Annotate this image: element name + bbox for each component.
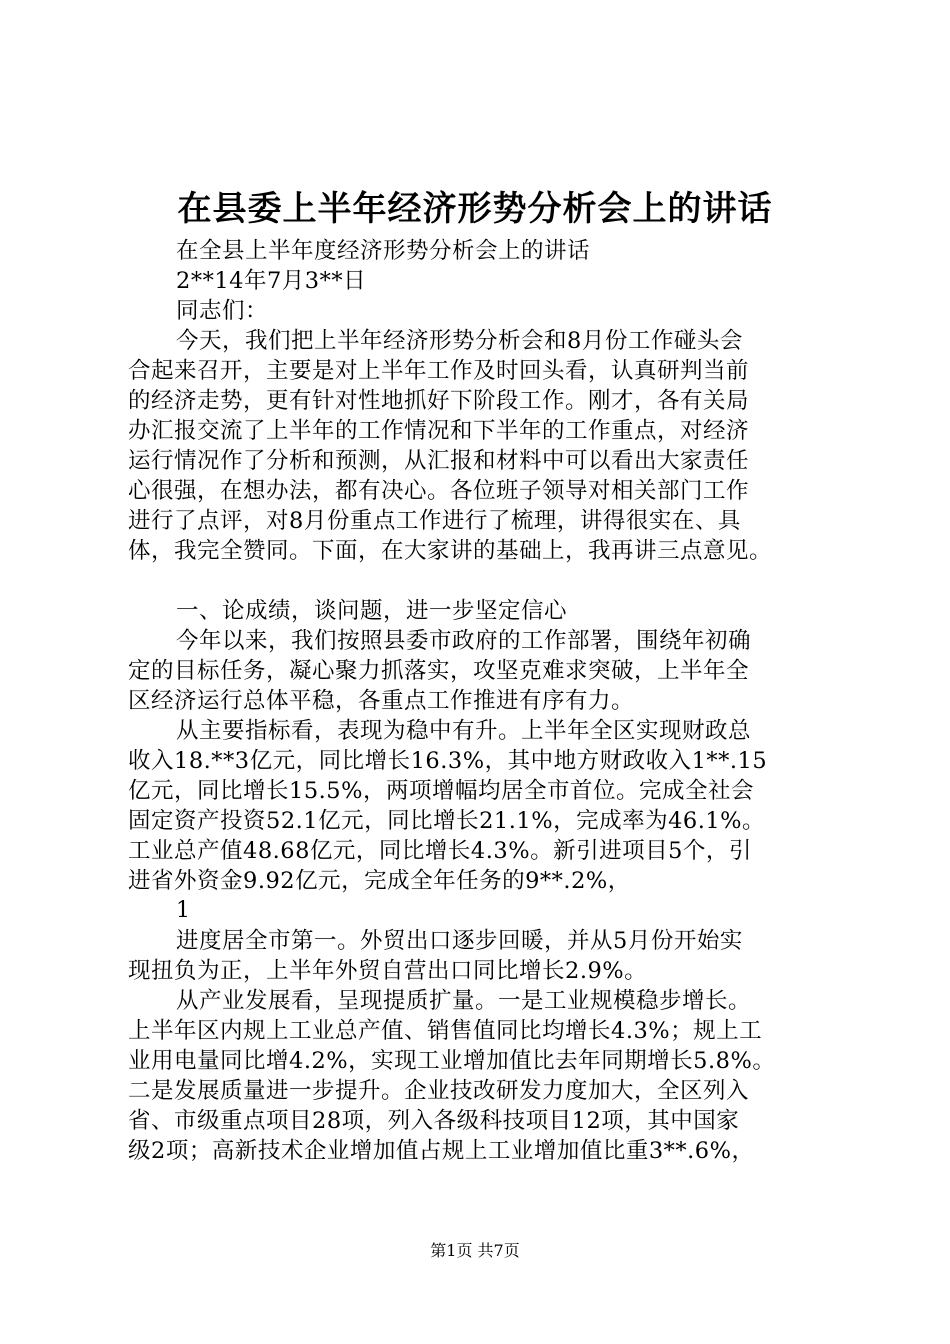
paragraph-line: 业用电量同比增4.2%，实现工业增加值比去年同期增长5.8%。 xyxy=(128,1048,776,1074)
document-title: 在县委上半年经济形势分析会上的讲话 xyxy=(177,189,773,229)
paragraph-line: 进行了点评，对8月份重点工作进行了梳理，讲得很实在、具 xyxy=(128,508,741,534)
paragraph-line: 上半年区内规上工业总产值、销售值同比均增长4.3%；规上工 xyxy=(128,1018,763,1044)
paragraph-line: 的经济走势，更有针对性地抓好下阶段工作。刚才，各有关局 xyxy=(128,388,750,414)
paragraph-line: 级2项；高新技术企业增加值占规上工业增加值比重3**.6%， xyxy=(128,1138,755,1164)
paragraph-line: 运行情况作了分析和预测，从汇报和材料中可以看出大家责任 xyxy=(128,448,750,474)
paragraph-line: 区经济运行总体平稳，各重点工作推进有序有力。 xyxy=(128,688,635,714)
paragraph-line: 省、市级重点项目28项，列入各级科技项目12项，其中国家 xyxy=(128,1108,740,1134)
document-body xyxy=(128,236,828,1166)
paragraph-line: 二是发展质量进一步提升。企业技改研发力度加大，全区列入 xyxy=(128,1078,750,1104)
paragraph-2 xyxy=(128,626,828,716)
paragraph-line: 固定资产投资52.1亿元，同比增长21.1%，完成率为46.1%。 xyxy=(128,808,766,834)
paragraph-line: 亿元，同比增长15.5%，两项增幅均居全市首位。完成全社会 xyxy=(128,778,754,804)
paragraph-4 xyxy=(128,926,828,986)
paragraph-1 xyxy=(128,326,828,566)
salutation: 同志们： xyxy=(176,298,269,324)
paragraph-line: 定的目标任务，凝心聚力抓落实，攻坚克难求突破，上半年全 xyxy=(128,658,750,684)
paragraph-3 xyxy=(128,716,828,896)
paragraph-line: 收入18.**3亿元，同比增长16.3%，其中地方财政收入1**.15 xyxy=(128,748,768,774)
date-line: 2**14年7月3**日 xyxy=(176,268,367,294)
paragraph-line: 从主要指标看，表现为稳中有升。上半年全区实现财政总 xyxy=(176,718,752,744)
paragraph-line: 今年以来，我们按照县委市政府的工作部署，围绕年初确 xyxy=(176,628,752,654)
paragraph-line: 进省外资金9.92亿元，完成全年任务的9**.2%， xyxy=(128,868,631,894)
section-heading: 一、论成绩，谈问题，进一步坚定信心 xyxy=(176,598,568,624)
subtitle: 在全县上半年度经济形势分析会上的讲话 xyxy=(176,238,591,264)
paragraph-line: 现扭负为正，上半年外贸自营出口同比增长2.9%。 xyxy=(128,958,648,984)
paragraph-line: 进度居全市第一。外贸出口逐步回暖，并从5月份开始实 xyxy=(176,928,743,954)
paragraph-line: 今天，我们把上半年经济形势分析会和8月份工作碰头会 xyxy=(176,328,743,354)
paragraph-line: 从产业发展看，呈现提质扩量。一是工业规模稳步增长。 xyxy=(176,988,752,1014)
paragraph-line: 合起来召开，主要是对上半年工作及时回头看，认真研判当前 xyxy=(128,358,750,384)
paragraph-line: 心很强，在想办法，都有决心。各位班子领导对相关部门工作 xyxy=(128,478,750,504)
paragraph-line: 工业总产值48.68亿元，同比增长4.3%。新引进项目5个，引 xyxy=(128,838,752,864)
paragraph-5 xyxy=(128,986,828,1166)
page-marker: 1 xyxy=(176,898,190,923)
page-footer: 第1页 共7页 xyxy=(430,1241,520,1260)
paragraph-line: 办汇报交流了上半年的工作情况和下半年的工作重点，对经济 xyxy=(128,418,750,444)
paragraph-line: 体，我完全赞同。下面，在大家讲的基础上，我再讲三点意见。 xyxy=(128,538,773,564)
